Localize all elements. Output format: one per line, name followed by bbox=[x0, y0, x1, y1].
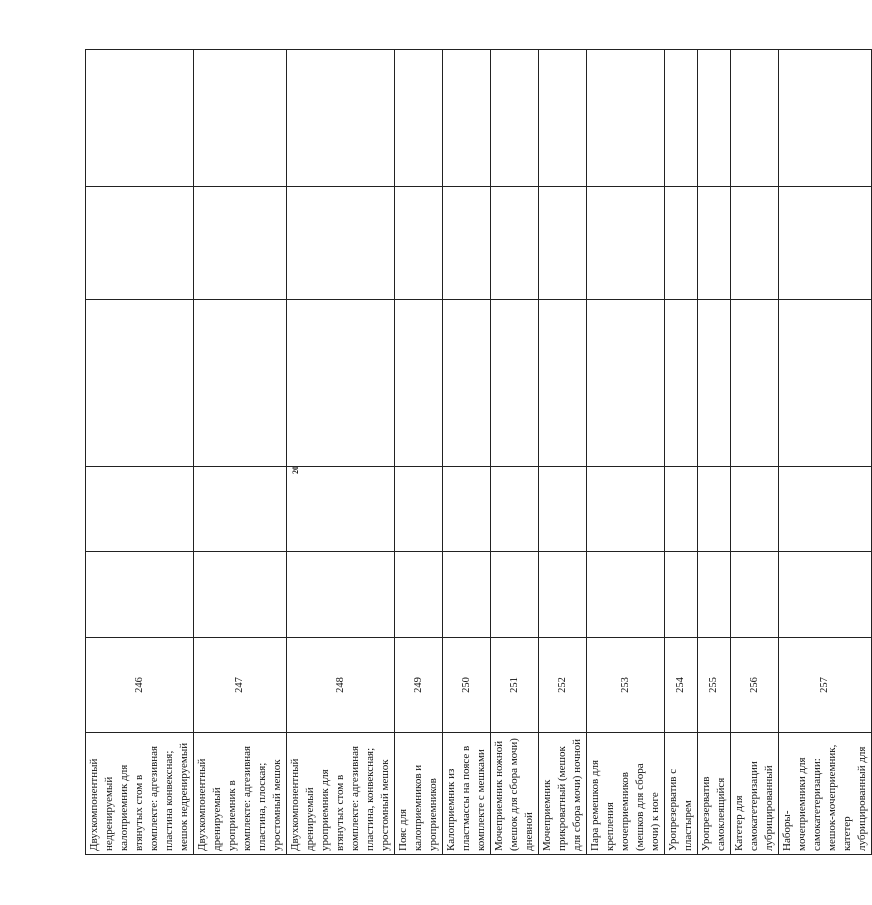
item-number-cell: 255 bbox=[698, 638, 731, 733]
empty-cell bbox=[86, 467, 194, 552]
empty-cell bbox=[287, 50, 395, 187]
empty-cell bbox=[665, 187, 698, 300]
empty-cell bbox=[287, 187, 395, 300]
page-number: 20 bbox=[291, 466, 300, 474]
empty-cell bbox=[698, 552, 731, 638]
empty-cell bbox=[395, 187, 443, 300]
empty-cell bbox=[587, 50, 665, 187]
item-name-cell: Двухкомпонентный дренируемый уроприемник в комплекте: адгезивная пластина, плоская; уростомный мешок bbox=[194, 733, 287, 855]
empty-cell bbox=[731, 467, 779, 552]
empty-cell bbox=[698, 187, 731, 300]
empty-cell bbox=[539, 552, 587, 638]
empty-cell bbox=[731, 300, 779, 467]
empty-cell bbox=[587, 300, 665, 467]
item-name-cell: Уропрезерватив самоклеящийся bbox=[698, 733, 731, 855]
empty-cell bbox=[491, 300, 539, 467]
empty-cell bbox=[443, 467, 491, 552]
empty-cell bbox=[539, 300, 587, 467]
item-number-cell: 254 bbox=[665, 638, 698, 733]
item-name-cell: Двухкомпонентный недренируемый калоприемник для втянутых стом в комплекте: адгезивная пластина конвексная; мешок недренируемый bbox=[86, 733, 194, 855]
item-number-cell: 247 bbox=[194, 638, 287, 733]
table-row bbox=[539, 50, 587, 855]
table-row bbox=[86, 50, 194, 855]
item-number-cell: 253 bbox=[587, 638, 665, 733]
item-name-cell: Катетер для самокатетеризации лубрицированный bbox=[731, 733, 779, 855]
item-number-cell: 257 bbox=[779, 638, 872, 733]
item-name-cell: Двухкомпонентный дренируемый уроприемник для втянутых стом в комплекте: адгезивная пластина, конвексная; уростомный мешок bbox=[287, 733, 395, 855]
requirements-table bbox=[85, 49, 872, 855]
empty-cell bbox=[698, 467, 731, 552]
item-number-cell: 248 bbox=[287, 638, 395, 733]
empty-cell bbox=[779, 467, 872, 552]
table-row bbox=[443, 50, 491, 855]
empty-cell bbox=[443, 50, 491, 187]
empty-cell bbox=[194, 552, 287, 638]
item-number-cell: 250 bbox=[443, 638, 491, 733]
table-row bbox=[194, 50, 287, 855]
table-row bbox=[587, 50, 665, 855]
empty-cell bbox=[194, 50, 287, 187]
empty-cell bbox=[287, 467, 395, 552]
empty-cell bbox=[698, 300, 731, 467]
empty-cell bbox=[395, 467, 443, 552]
empty-cell bbox=[287, 552, 395, 638]
empty-cell bbox=[86, 187, 194, 300]
empty-cell bbox=[395, 300, 443, 467]
empty-cell bbox=[539, 50, 587, 187]
item-name-cell: Уропрезерватив с пластырем bbox=[665, 733, 698, 855]
empty-cell bbox=[443, 552, 491, 638]
empty-cell bbox=[731, 552, 779, 638]
item-number-cell: 251 bbox=[491, 638, 539, 733]
table-row bbox=[287, 50, 395, 855]
empty-cell bbox=[587, 552, 665, 638]
empty-cell bbox=[86, 300, 194, 467]
empty-cell bbox=[86, 552, 194, 638]
empty-cell bbox=[779, 552, 872, 638]
item-name-cell: Наборы-мочеприемники для самокатетеризации: мешок-мочеприемник, катетер лубрицированный для bbox=[779, 733, 872, 855]
item-number-cell: 252 bbox=[539, 638, 587, 733]
empty-cell bbox=[779, 50, 872, 187]
empty-cell bbox=[587, 187, 665, 300]
empty-cell bbox=[86, 50, 194, 187]
table-row bbox=[731, 50, 779, 855]
empty-cell bbox=[194, 467, 287, 552]
item-name-cell: Калоприемник из пластмассы на поясе в комплекте с мешками bbox=[443, 733, 491, 855]
table-row bbox=[491, 50, 539, 855]
empty-cell bbox=[587, 467, 665, 552]
empty-cell bbox=[491, 467, 539, 552]
empty-cell bbox=[194, 187, 287, 300]
empty-cell bbox=[665, 467, 698, 552]
item-number-cell: 246 bbox=[86, 638, 194, 733]
empty-cell bbox=[395, 50, 443, 187]
table-row bbox=[698, 50, 731, 855]
table-row bbox=[665, 50, 698, 855]
empty-cell bbox=[491, 552, 539, 638]
item-name-cell: Мочеприемник прикроватный (мешок для сбора мочи) ночной bbox=[539, 733, 587, 855]
empty-cell bbox=[287, 300, 395, 467]
empty-cell bbox=[491, 50, 539, 187]
empty-cell bbox=[731, 50, 779, 187]
rotated-table-container bbox=[85, 50, 868, 855]
empty-cell bbox=[539, 467, 587, 552]
table-row bbox=[395, 50, 443, 855]
empty-cell bbox=[779, 300, 872, 467]
empty-cell bbox=[539, 187, 587, 300]
item-name-cell: Пояс для калоприемников и уроприемников bbox=[395, 733, 443, 855]
empty-cell bbox=[731, 187, 779, 300]
item-name-cell: Мочеприемник ножной (мешок для сбора мочи) дневной bbox=[491, 733, 539, 855]
empty-cell bbox=[443, 187, 491, 300]
empty-cell bbox=[491, 187, 539, 300]
empty-cell bbox=[194, 300, 287, 467]
empty-cell bbox=[779, 187, 872, 300]
empty-cell bbox=[665, 50, 698, 187]
empty-cell bbox=[698, 50, 731, 187]
item-name-cell: Пара ремешков для крепления мочеприемников (мешков для сбора мочи) к ноге bbox=[587, 733, 665, 855]
empty-cell bbox=[665, 552, 698, 638]
empty-cell bbox=[443, 300, 491, 467]
table-row bbox=[779, 50, 872, 855]
item-number-cell: 256 bbox=[731, 638, 779, 733]
item-number-cell: 249 bbox=[395, 638, 443, 733]
empty-cell bbox=[665, 300, 698, 467]
empty-cell bbox=[395, 552, 443, 638]
